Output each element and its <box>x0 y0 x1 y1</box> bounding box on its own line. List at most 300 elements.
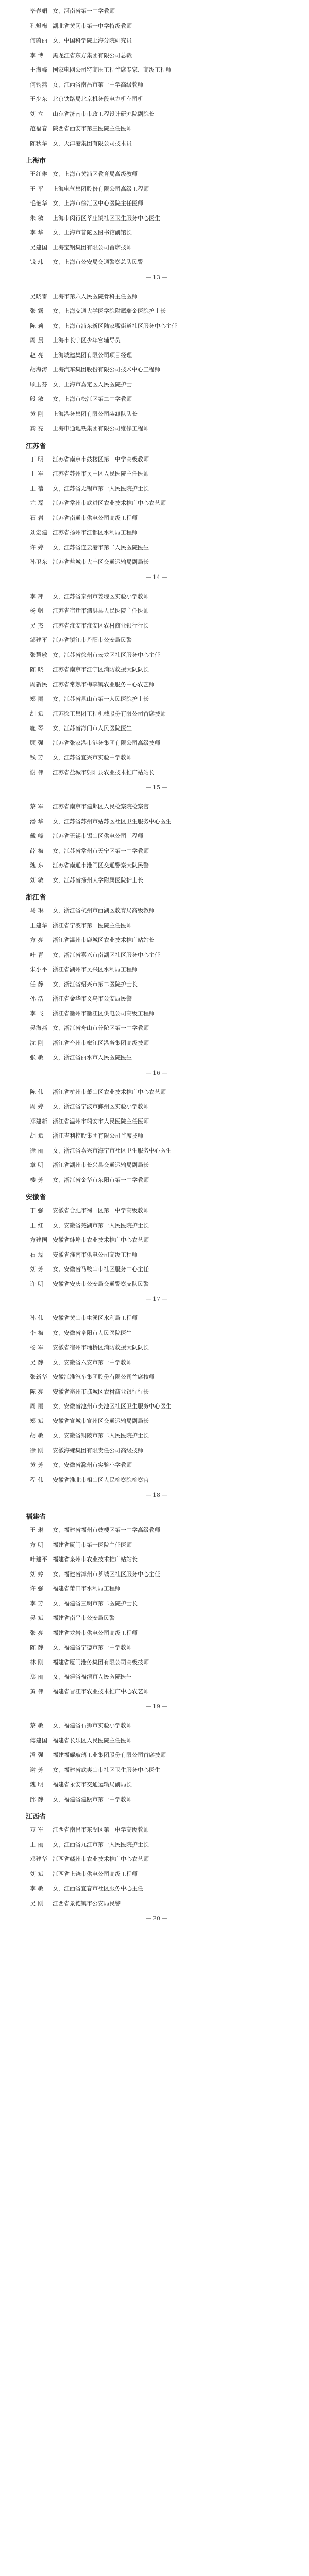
honoree-description: 女，福建省武夷山市社区卫生服务中心医生 <box>53 1766 160 1773</box>
honoree-name: 杨 帆 <box>30 607 44 614</box>
honoree-name: 孙 伟 <box>30 1315 44 1321</box>
list-item <box>30 1144 283 1159</box>
honoree-name: 石 岩 <box>30 514 44 521</box>
list-item <box>30 633 283 648</box>
list-item <box>30 800 283 815</box>
honoree-name: 王 蓓 <box>30 485 44 492</box>
honoree-name: 刘 婷 <box>30 1570 44 1578</box>
list-item <box>30 1670 283 1685</box>
honoree-name: 王海峰 <box>30 66 48 73</box>
list-item <box>30 122 283 137</box>
list-item <box>30 933 283 948</box>
honoree-name: 潘 华 <box>30 818 44 825</box>
honoree-name: 陈 晓 <box>30 666 44 673</box>
list-item <box>30 604 283 619</box>
honoree-description: 陕西省西安市第三医院主任医师 <box>53 125 132 132</box>
honoree-description: 江苏省宿迁市泗洪县人民医院主任医师 <box>53 607 149 614</box>
honoree-description: 女，安徽省阜阳市人民医院医生 <box>53 1329 132 1336</box>
honoree-description: 山东省济南市市政工程设计研究院副院长 <box>53 110 154 117</box>
honoree-name: 王 丽 <box>30 1841 44 1848</box>
document-page <box>0 585 309 796</box>
honoree-name: 黄 芳 <box>30 1462 44 1468</box>
list-item <box>30 844 283 859</box>
honoree-name: 王 琳 <box>30 1527 44 1533</box>
list-item <box>30 1838 283 1853</box>
honoree-description: 女，福建省福州市鼓楼区第一中学高级教师 <box>53 1527 160 1533</box>
honoree-name: 魏 东 <box>30 862 44 869</box>
honoree-name: 万 军 <box>30 1826 44 1833</box>
list-item <box>30 858 283 873</box>
document-page <box>0 285 309 585</box>
honoree-name: 谢 伟 <box>30 769 44 776</box>
list-item <box>30 348 283 363</box>
list-item <box>30 92 283 107</box>
honoree-description: 上海城建集团有限公司项目经理 <box>53 351 132 359</box>
honoree-name: 邹建平 <box>30 637 48 643</box>
honoree-description: 安徽省亳州市谯城区农村商业银行行长 <box>53 1388 149 1395</box>
list-item <box>30 1582 283 1597</box>
honoree-name: 王 红 <box>30 1222 44 1229</box>
honoree-name: 徐 丽 <box>30 1147 44 1154</box>
honoree-name: 楼 芳 <box>30 1176 44 1183</box>
list-item <box>30 511 283 526</box>
honoree-description: 上海电气集团股份有限公司高级工程师 <box>53 185 149 192</box>
honoree-description: 安徽省淮南市供电公司高级工程师 <box>53 1251 138 1258</box>
honoree-name: 吴晓雷 <box>30 293 48 300</box>
list-item <box>30 1158 283 1173</box>
honoree-name: 周 丽 <box>30 1403 44 1410</box>
list-item <box>30 1626 283 1641</box>
list-item <box>30 255 283 270</box>
honoree-name: 张 敏 <box>30 1054 44 1061</box>
honoree-name: 李 博 <box>30 52 44 59</box>
honoree-name: 胡 斌 <box>30 1132 44 1139</box>
list-item <box>30 1852 283 1867</box>
list-item <box>30 407 283 422</box>
document-page <box>0 0 309 285</box>
honoree-name: 郑 斌 <box>30 1417 44 1425</box>
list-item <box>30 1326 283 1341</box>
honoree-description: 女，福建省福清市人民医院医生 <box>53 1673 132 1680</box>
list-item <box>30 1173 283 1188</box>
honoree-description: 上海宝钢集团有限公司首席技师 <box>53 244 132 251</box>
honoree-name: 吴 杰 <box>30 622 44 629</box>
list-item <box>30 873 283 888</box>
honoree-description: 浙江省湖州市长兴县交通运输局副局长 <box>53 1162 149 1168</box>
list-item <box>30 1248 283 1263</box>
list-item <box>30 1311 283 1326</box>
list-item <box>30 167 283 182</box>
honoree-description: 江苏徐工集团工程机械股份有限公司首席技师 <box>53 710 166 717</box>
honoree-description: 江苏省扬州市江都区水利局工程师 <box>53 529 138 536</box>
honoree-name: 魏 明 <box>30 1781 44 1788</box>
honoree-name: 吴 静 <box>30 1359 44 1366</box>
honoree-name: 杨 军 <box>30 1344 44 1351</box>
honoree-name: 郑建新 <box>30 1117 48 1125</box>
list-item <box>30 48 283 63</box>
list-item <box>30 1567 283 1582</box>
honoree-name: 丁 强 <box>30 1207 44 1214</box>
list-item <box>30 1341 283 1355</box>
list-item <box>30 1021 283 1036</box>
honoree-description: 安徽海螺集团有限责任公司高级技师 <box>53 1447 143 1454</box>
honoree-description: 女，上海交通大学医学院附属瑞金医院护士长 <box>53 308 166 314</box>
list-item <box>30 1218 283 1233</box>
list-item <box>30 540 283 555</box>
honoree-name: 王少东 <box>30 96 48 103</box>
honoree-description: 女，浙江省丽水市人民医院医生 <box>53 1054 132 1061</box>
honoree-description: 福建省泉州市农业技术推广站站长 <box>53 1556 138 1563</box>
honoree-description: 女，上海市嘉定区人民医院护士 <box>53 381 132 388</box>
list-item <box>30 1099 283 1114</box>
honoree-description: 女，浙江省杭州市西湖区教育局高级教师 <box>53 907 154 914</box>
honoree-description: 女，江西省南昌市第一中学高级教师 <box>53 81 143 88</box>
honoree-name: 王 军 <box>30 470 44 477</box>
list-item <box>30 1355 283 1370</box>
list-item <box>30 1007 283 1022</box>
list-item <box>30 829 283 844</box>
list-item <box>30 421 283 436</box>
honoree-name: 陈 亮 <box>30 1388 44 1395</box>
honoree-description: 上海市长宁区少年宫辅导员 <box>53 337 121 344</box>
honoree-name: 许 婷 <box>30 544 44 551</box>
honoree-description: 女，江苏省常州市天宁区第一中学教师 <box>53 847 149 854</box>
list-item <box>30 452 283 467</box>
region-heading: 福建省 <box>26 1513 46 1521</box>
list-item <box>30 1655 283 1670</box>
list-item <box>30 482 283 497</box>
list-item <box>30 648 283 663</box>
honoree-name: 叶 青 <box>30 951 44 958</box>
honoree-description: 福建省南平市公安局民警 <box>53 1615 115 1621</box>
page-number: — 15 — <box>145 784 168 791</box>
honoree-name: 刘宏建 <box>30 529 48 536</box>
honoree-description: 浙江省杭州市萧山区农业技术推广中心农艺师 <box>53 1088 166 1095</box>
honoree-name: 马 琳 <box>30 907 44 914</box>
honoree-name: 孙 浩 <box>30 995 44 1002</box>
honoree-description: 女，上海市黄浦区教育局高级教师 <box>53 171 138 177</box>
page-number: — 19 — <box>145 1703 168 1710</box>
honoree-description: 安徽省淮北市相山区人民检察院检察官 <box>53 1476 149 1483</box>
honoree-description: 安徽省合肥市蜀山区第一中学高级教师 <box>53 1207 149 1214</box>
honoree-description: 浙江省湖州市吴兴区水利局工程师 <box>53 966 138 973</box>
honoree-name: 丁 明 <box>30 455 44 463</box>
honoree-name: 李 敏 <box>30 1885 44 1892</box>
list-item <box>30 1763 283 1778</box>
list-item <box>30 619 283 634</box>
list-item <box>30 304 283 319</box>
list-item <box>30 1036 283 1051</box>
region-heading: 上海市 <box>26 157 46 165</box>
list-item <box>30 1458 283 1473</box>
honoree-name: 周 婷 <box>30 1103 44 1110</box>
honoree-description: 女，江西省九江市第一人民医院护士长 <box>53 1841 149 1848</box>
list-item <box>30 1823 283 1838</box>
list-item <box>30 363 283 378</box>
honoree-name: 张 亮 <box>30 1629 44 1636</box>
honoree-description: 江西省南昌市东湖区第一中学高级教师 <box>53 1826 149 1833</box>
list-item <box>30 1597 283 1612</box>
honoree-name: 孔魁梅 <box>30 22 48 29</box>
honoree-description: 女，浙江省嘉兴市海宁市社区卫生服务中心医生 <box>53 1147 171 1154</box>
honoree-name: 吴 斌 <box>30 1615 44 1621</box>
list-item <box>30 1734 283 1749</box>
list-item <box>30 962 283 977</box>
list-item <box>30 663 283 677</box>
list-item <box>30 555 283 570</box>
honoree-description: 女，江苏省无锡市第一人民医院护士长 <box>53 485 149 492</box>
list-item <box>30 1748 283 1763</box>
list-item <box>30 1538 283 1553</box>
honoree-description: 湖北省黄冈市第一中学特级教师 <box>53 22 132 29</box>
honoree-description: 女，安徽省池州市贵池区社区卫生服务中心医生 <box>53 1403 171 1410</box>
honoree-description: 浙江省台州市椒江区港务集团高级技师 <box>53 1039 149 1046</box>
honoree-description: 江苏省盐城市大丰区交通运输局副局长 <box>53 558 149 565</box>
list-item <box>30 1233 283 1248</box>
honoree-description: 上海市第六人民医院骨科主任医师 <box>53 293 138 300</box>
honoree-description: 女，福建省三明市第二医院护士长 <box>53 1600 138 1607</box>
list-item <box>30 1429 283 1444</box>
honoree-description: 安徽省蚌埠市农业技术推广中心农艺师 <box>53 1236 149 1243</box>
list-item <box>30 467 283 482</box>
honoree-name: 沈 刚 <box>30 1039 44 1046</box>
honoree-description: 女，安徽省芜湖市第一人民医院护士长 <box>53 1222 149 1229</box>
honoree-name: 张慧敏 <box>30 651 48 658</box>
honoree-description: 女，安徽省马鞍山市社区服务中心主任 <box>53 1266 149 1273</box>
honoree-name: 薛 梅 <box>30 847 44 854</box>
honoree-description: 浙江省温州市瑞安市人民医院主任医师 <box>53 1117 149 1125</box>
list-item <box>30 182 283 197</box>
honoree-name: 殷 敏 <box>30 396 44 402</box>
honoree-description: 女，江苏省泰州市姜堰区实验小学教师 <box>53 592 149 600</box>
honoree-description: 女，安徽省滁州市实验小学教师 <box>53 1462 132 1468</box>
list-item <box>30 378 283 393</box>
list-item <box>30 1552 283 1567</box>
honoree-description: 江苏省南京市建邺区人民检察院检察官 <box>53 803 149 810</box>
region-heading: 江西省 <box>26 1813 46 1821</box>
honoree-description: 国家电网公司特高压工程首席专家、高级工程师 <box>53 66 171 73</box>
honoree-name: 陈秋华 <box>30 140 48 147</box>
honoree-description: 上海港务集团有限公司装卸队队长 <box>53 410 138 417</box>
honoree-description: 女，上海市浦东新区陆家嘴街道社区服务中心主任 <box>53 322 177 329</box>
honoree-name: 李 华 <box>30 229 44 236</box>
honoree-description: 女，上海市徐汇区中心医院主任医师 <box>53 200 143 207</box>
list-item <box>30 1640 283 1655</box>
honoree-description: 女，江苏省昆山市第一人民医院护士长 <box>53 696 149 702</box>
list-item <box>30 1896 283 1911</box>
honoree-name: 毛艳华 <box>30 200 48 207</box>
honoree-name: 刘 敏 <box>30 876 44 884</box>
honoree-name: 陈 伟 <box>30 1088 44 1095</box>
honoree-description: 女，上海市公安局交通警察总队民警 <box>53 259 143 265</box>
honoree-name: 顾 强 <box>30 739 44 747</box>
honoree-description: 黑龙江省东方集团有限公司总裁 <box>53 52 132 59</box>
honoree-description: 女，福建省漳州市芗城区社区服务中心主任 <box>53 1570 160 1578</box>
list-item <box>30 290 283 304</box>
honoree-description: 女，福建省宁德市第一中学教师 <box>53 1644 132 1651</box>
honoree-name: 吴建国 <box>30 244 48 251</box>
list-item <box>30 904 283 919</box>
region-heading: 江苏省 <box>26 442 46 450</box>
list-item <box>30 319 283 334</box>
list-item <box>30 751 283 766</box>
list-item <box>30 137 283 151</box>
honoree-description: 福建省长乐区人民医院主任医师 <box>53 1737 132 1744</box>
list-item <box>30 736 283 751</box>
document-page <box>0 1715 309 1926</box>
list-item <box>30 1444 283 1459</box>
page-number: — 14 — <box>145 573 168 581</box>
honoree-description: 女，中国科学院上海分院研究员 <box>53 37 132 44</box>
list-item <box>30 1050 283 1065</box>
list-item <box>30 1370 283 1385</box>
list-item <box>30 63 283 78</box>
honoree-description: 女，安徽省铜陵市第二人民医院护士长 <box>53 1432 149 1439</box>
document-page <box>0 1307 309 1503</box>
list-item <box>30 1262 283 1277</box>
honoree-name: 吴 刚 <box>30 1900 44 1907</box>
honoree-description: 江苏省淮安市淮安区农村商业银行行长 <box>53 622 149 629</box>
honoree-name: 施 琴 <box>30 725 44 732</box>
honoree-name: 朱小平 <box>30 966 48 973</box>
honoree-description: 安徽省黄山市屯溪区水利局工程师 <box>53 1315 138 1321</box>
honoree-name: 赵 亮 <box>30 351 44 359</box>
honoree-description: 上海市闵行区莘庄镇社区卫生服务中心医生 <box>53 214 160 222</box>
honoree-description: 女，浙江省金华市东阳市第一中学教师 <box>53 1176 149 1183</box>
honoree-name: 叶建平 <box>30 1556 48 1563</box>
honoree-description: 江苏省镇江市丹阳市公安局民警 <box>53 637 132 643</box>
honoree-description: 江西省上饶市供电公司高级工程师 <box>53 1870 138 1877</box>
honoree-name: 吴海燕 <box>30 1025 48 1031</box>
honoree-name: 王 平 <box>30 185 44 192</box>
honoree-name: 郑 丽 <box>30 696 44 702</box>
honoree-description: 江苏省张家港市港务集团有限公司高级技师 <box>53 739 160 747</box>
list-item <box>30 1611 283 1626</box>
honoree-name: 潘 强 <box>30 1752 44 1758</box>
honoree-description: 浙江省衢州市衢江区供电公司高级工程师 <box>53 1010 154 1017</box>
honoree-name: 蔡 军 <box>30 803 44 810</box>
honoree-description: 江苏省常州市武进区农业技术推广中心农艺师 <box>53 500 166 506</box>
honoree-description: 女，河南省第一中学教师 <box>53 8 115 14</box>
honoree-description: 女，江西省宜春市社区服务中心主任 <box>53 1885 143 1892</box>
honoree-name: 郑 丽 <box>30 1673 44 1680</box>
honoree-description: 江苏省南通市港闸区交通警察大队民警 <box>53 862 149 869</box>
honoree-description: 福建省龙岩市供电公司高级工程师 <box>53 1629 138 1636</box>
honoree-description: 江西省赣州市农业技术推广中心农艺师 <box>53 1856 149 1862</box>
list-item <box>30 1685 283 1700</box>
honoree-name: 许 强 <box>30 1585 44 1592</box>
list-item <box>30 211 283 226</box>
honoree-name: 章 明 <box>30 1162 44 1168</box>
honoree-description: 福建福耀玻璃工业集团股份有限公司首席技师 <box>53 1752 166 1758</box>
document-page <box>0 1503 309 1715</box>
honoree-description: 女，福建省石狮市实验小学教师 <box>53 1722 132 1729</box>
honoree-description: 女，浙江省舟山市普陀区第一中学教师 <box>53 1025 149 1031</box>
honoree-description: 女，浙江省嘉兴市南湖区社区服务中心主任 <box>53 951 160 958</box>
list-item <box>30 1204 283 1218</box>
list-item <box>30 1114 283 1129</box>
honoree-name: 石 磊 <box>30 1251 44 1258</box>
list-item <box>30 692 283 707</box>
honoree-description: 江苏省常熟市梅李镇农业服务中心农艺师 <box>53 681 154 688</box>
honoree-name: 陈 静 <box>30 1644 44 1651</box>
region-heading: 浙江省 <box>26 894 46 902</box>
honoree-name: 邓建华 <box>30 1856 48 1862</box>
honoree-description: 女，浙江省绍兴市第二医院护士长 <box>53 980 138 988</box>
list-item <box>30 815 283 829</box>
honoree-name: 何蔚丽 <box>30 37 48 44</box>
honoree-name: 邱 静 <box>30 1795 44 1803</box>
honoree-name: 王红琳 <box>30 171 48 177</box>
list-item <box>30 1523 283 1538</box>
list-item <box>30 707 283 722</box>
list-item <box>30 992 283 1007</box>
honoree-description: 女，安徽省六安市第一中学教师 <box>53 1359 132 1366</box>
list-item <box>30 196 283 211</box>
honoree-description: 女，福建省建瓯市第一中学教师 <box>53 1795 132 1803</box>
honoree-description: 福建省莆田市水利局工程师 <box>53 1585 121 1592</box>
honoree-name: 孙卫东 <box>30 558 48 565</box>
honoree-name: 李 芳 <box>30 1600 44 1607</box>
honoree-description: 女，上海市松江区第二中学教师 <box>53 396 132 402</box>
honoree-name: 方建国 <box>30 1236 48 1243</box>
honoree-description: 女，浙江省宁波市鄞州区实验小学教师 <box>53 1103 149 1110</box>
list-item <box>30 589 283 604</box>
list-item <box>30 526 283 540</box>
honoree-description: 安徽省安庆市公安局交通警察支队民警 <box>53 1280 149 1287</box>
honoree-description: 女，天津港集团有限公司技术员 <box>53 140 132 147</box>
honoree-name: 钱 玮 <box>30 259 44 265</box>
honoree-name: 周新民 <box>30 681 48 688</box>
honoree-description: 女，上海市普陀区图书馆副馆长 <box>53 229 132 236</box>
region-heading: 安徽省 <box>26 1194 46 1201</box>
honoree-name: 李 萍 <box>30 592 44 600</box>
honoree-name: 胡 敏 <box>30 1432 44 1439</box>
honoree-name: 龚 亮 <box>30 425 44 432</box>
honoree-description: 浙江吉利控股集团有限公司首席技师 <box>53 1132 143 1139</box>
honoree-description: 上海申通地铁集团有限公司维修工程师 <box>53 425 149 432</box>
honoree-description: 福建省厦门市第一医院主任医师 <box>53 1541 132 1548</box>
honoree-name: 周 晨 <box>30 337 44 344</box>
honoree-name: 林 刚 <box>30 1658 44 1666</box>
honoree-name: 任 静 <box>30 980 44 988</box>
honoree-name: 徐 刚 <box>30 1447 44 1454</box>
document-page <box>0 795 309 1081</box>
list-item <box>30 1719 283 1734</box>
honoree-name: 方 亮 <box>30 937 44 943</box>
list-item <box>30 1085 283 1100</box>
list-item <box>30 1882 283 1896</box>
honoree-name: 蔡 敏 <box>30 1722 44 1729</box>
list-item <box>30 919 283 934</box>
honoree-name: 谢 芳 <box>30 1766 44 1773</box>
list-item <box>30 78 283 93</box>
honoree-name: 张 露 <box>30 308 44 314</box>
honoree-description: 安徽江淮汽车集团股份有限公司首席技师 <box>53 1374 154 1380</box>
honoree-description: 江西省景德镇市公安局民警 <box>53 1900 121 1907</box>
list-item <box>30 721 283 736</box>
honoree-name: 李 飞 <box>30 1010 44 1017</box>
honoree-name: 陈 莉 <box>30 322 44 329</box>
list-item <box>30 1777 283 1792</box>
honoree-description: 江苏省盐城市射阳县农业技术推广站站长 <box>53 769 154 776</box>
honoree-description: 浙江省温州市鹿城区农业技术推广站站长 <box>53 937 154 943</box>
list-item <box>30 1414 283 1429</box>
honoree-description: 女，江苏省海门市人民医院医生 <box>53 725 132 732</box>
list-item <box>30 107 283 122</box>
list-item <box>30 1277 283 1292</box>
honoree-name: 尤 磊 <box>30 500 44 506</box>
